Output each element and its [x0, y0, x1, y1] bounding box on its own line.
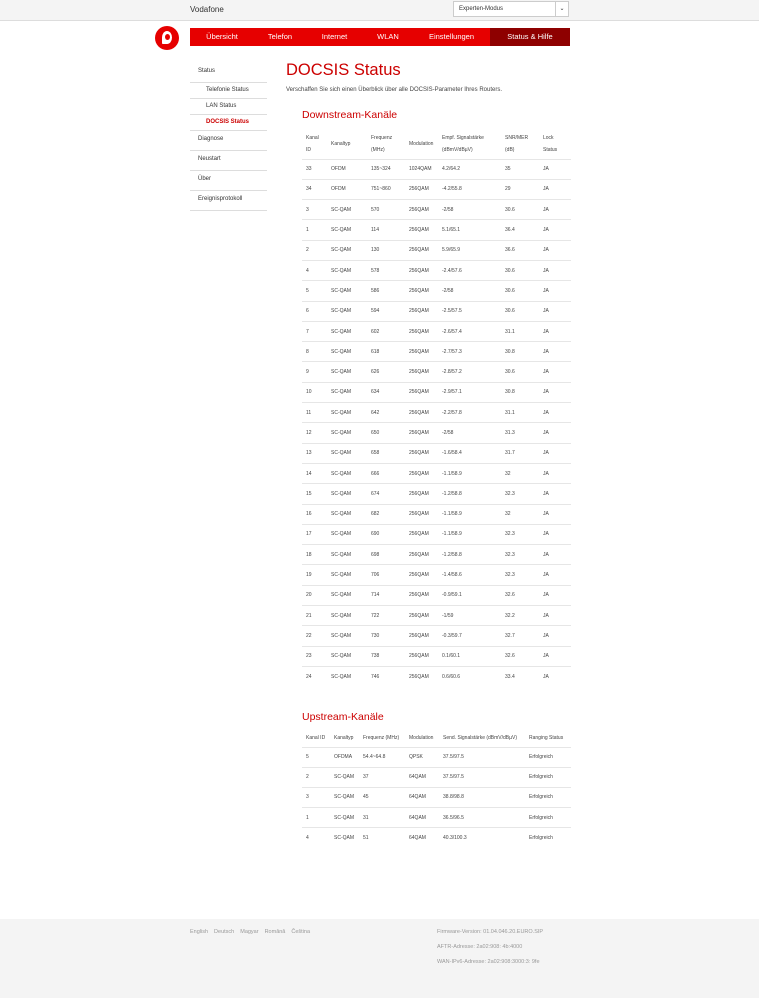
table-cell: SC-QAM	[330, 828, 359, 848]
table-cell: 586	[367, 281, 405, 301]
table-row	[302, 260, 571, 280]
table-cell: SC-QAM	[327, 504, 367, 524]
table-row	[302, 787, 571, 807]
footer	[0, 919, 759, 998]
table-cell: 32.2	[501, 606, 539, 626]
table-cell: 32.7	[501, 626, 539, 646]
table-row	[302, 220, 571, 240]
table-cell: 714	[367, 585, 405, 605]
table-row	[302, 626, 571, 646]
table-cell: 14	[302, 463, 327, 483]
table-cell: 10	[302, 382, 327, 402]
sidebar-item-neustart[interactable]: Neustart	[190, 151, 267, 171]
nav-item-0[interactable]: Übersicht	[206, 32, 238, 41]
table-cell: 1	[302, 220, 327, 240]
table-cell: -1.6/58.4	[438, 443, 501, 463]
table-cell: 13	[302, 443, 327, 463]
upstream-header-5: Ranging Status	[529, 735, 564, 742]
table-cell: JA	[539, 281, 571, 301]
table-cell: SC-QAM	[327, 281, 367, 301]
language-list	[190, 929, 316, 935]
mode-select[interactable]	[453, 1, 569, 17]
table-cell: JA	[539, 626, 571, 646]
table-cell: SC-QAM	[327, 545, 367, 565]
table-cell: 16	[302, 504, 327, 524]
table-row	[302, 565, 571, 585]
table-cell: 4	[302, 828, 330, 848]
nav-item-3[interactable]: WLAN	[377, 32, 399, 41]
table-cell: SC-QAM	[327, 240, 367, 260]
table-cell: JA	[539, 342, 571, 362]
table-cell: 38.8/98.8	[439, 787, 525, 807]
table-cell: 256QAM	[405, 301, 438, 321]
language-link[interactable]: Magyar	[240, 929, 259, 935]
table-cell: 722	[367, 606, 405, 626]
table-cell: 0.1/60.1	[438, 646, 501, 666]
table-cell: -2.5/57.5	[438, 301, 501, 321]
table-cell: 33	[302, 159, 327, 179]
table-cell: -1/59	[438, 606, 501, 626]
table-cell: 256QAM	[405, 606, 438, 626]
sidebar	[190, 63, 267, 211]
table-cell: SC-QAM	[327, 646, 367, 666]
table-cell: 256QAM	[405, 484, 438, 504]
language-link[interactable]: English	[190, 929, 209, 935]
table-row	[302, 545, 571, 565]
table-row	[302, 808, 571, 828]
downstream-table	[302, 130, 571, 686]
table-cell: 30.6	[501, 260, 539, 280]
mode-select-value: Experten-Modus	[459, 6, 504, 12]
table-cell: Erfolgreich	[525, 787, 571, 807]
table-row	[302, 179, 571, 199]
table-cell: SC-QAM	[327, 423, 367, 443]
sidebar-item-ueber[interactable]: Über	[190, 171, 267, 191]
table-cell: JA	[539, 504, 571, 524]
table-cell: QPSK	[405, 747, 439, 767]
table-cell: 9	[302, 362, 327, 382]
table-row	[302, 828, 571, 848]
upstream-header-1: Kanaltyp	[334, 735, 354, 742]
table-cell: 634	[367, 382, 405, 402]
language-link[interactable]: Čeština	[291, 929, 311, 935]
table-cell: -2.2/57.8	[438, 403, 501, 423]
table-cell: 256QAM	[405, 200, 438, 220]
table-cell: SC-QAM	[327, 403, 367, 423]
table-cell: JA	[539, 200, 571, 220]
table-cell: 5	[302, 281, 327, 301]
table-cell: 730	[367, 626, 405, 646]
table-cell: 45	[359, 787, 405, 807]
table-cell: 5	[302, 747, 330, 767]
table-cell: OFDM	[327, 179, 367, 199]
table-cell: SC-QAM	[327, 260, 367, 280]
table-cell: 256QAM	[405, 626, 438, 646]
table-cell: JA	[539, 545, 571, 565]
table-cell: SC-QAM	[330, 787, 359, 807]
upstream-header-3: Modulation	[409, 735, 434, 742]
table-cell: 7	[302, 321, 327, 341]
table-cell: 256QAM	[405, 362, 438, 382]
table-cell: Erfolgreich	[525, 767, 571, 787]
table-cell: JA	[539, 382, 571, 402]
table-cell: 32	[501, 504, 539, 524]
table-cell: 32.6	[501, 585, 539, 605]
table-cell: SC-QAM	[327, 301, 367, 321]
table-cell: 32.3	[501, 565, 539, 585]
table-cell: 666	[367, 463, 405, 483]
table-cell: JA	[539, 423, 571, 443]
table-cell: -1.1/58.9	[438, 504, 501, 524]
downstream-title: Downstream-Kanäle	[302, 109, 398, 121]
table-cell: 698	[367, 545, 405, 565]
downstream-header-3: Modulation	[409, 141, 434, 148]
language-link[interactable]: Deutsch	[214, 929, 235, 935]
table-cell: 20	[302, 585, 327, 605]
table-cell: -1.4/58.6	[438, 565, 501, 585]
table-cell: JA	[539, 220, 571, 240]
wan-ipv6-address: WAN-IPv6-Adresse: 2a02:908:3000:3: 9fe	[437, 959, 540, 965]
table-cell: -1.2/58.8	[438, 484, 501, 504]
sidebar-item-lan-status[interactable]: LAN Status	[190, 99, 267, 115]
table-cell: 40.3/100.3	[439, 828, 525, 848]
table-cell: 31.3	[501, 423, 539, 443]
table-cell: JA	[539, 484, 571, 504]
table-cell: 31.7	[501, 443, 539, 463]
table-cell: JA	[539, 301, 571, 321]
table-cell: SC-QAM	[327, 220, 367, 240]
table-cell: 30.8	[501, 342, 539, 362]
nav-item-5[interactable]: Status & Hilfe	[490, 28, 570, 46]
table-cell: 8	[302, 342, 327, 362]
table-cell: JA	[539, 159, 571, 179]
chevron-down-icon: ⌄	[555, 2, 568, 16]
sidebar-item-telefonie-status[interactable]: Telefonie Status	[190, 83, 267, 99]
table-row	[302, 200, 571, 220]
brand-name: Vodafone	[190, 5, 224, 14]
table-cell: 256QAM	[405, 220, 438, 240]
table-cell: 17	[302, 524, 327, 544]
table-cell: 32.3	[501, 484, 539, 504]
table-cell: JA	[539, 240, 571, 260]
table-cell: 35	[501, 159, 539, 179]
downstream-header-5: SNR/MER (dB)	[505, 135, 529, 154]
table-cell: 738	[367, 646, 405, 666]
table-cell: 135~324	[367, 159, 405, 179]
table-cell: 6	[302, 301, 327, 321]
table-cell: 578	[367, 260, 405, 280]
table-cell: SC-QAM	[327, 524, 367, 544]
table-row	[302, 524, 571, 544]
table-cell: 256QAM	[405, 423, 438, 443]
table-cell: 36.6	[501, 240, 539, 260]
table-cell: 34	[302, 179, 327, 199]
table-cell: 12	[302, 423, 327, 443]
table-cell: JA	[539, 443, 571, 463]
table-cell: 4.2/64.2	[438, 159, 501, 179]
table-cell: 32.6	[501, 646, 539, 666]
table-cell: SC-QAM	[327, 321, 367, 341]
table-cell: 32.3	[501, 545, 539, 565]
table-row	[302, 362, 571, 382]
table-cell: -2.9/57.1	[438, 382, 501, 402]
table-cell: 1	[302, 808, 330, 828]
nav-item-1[interactable]: Telefon	[267, 32, 293, 41]
table-cell: 64QAM	[405, 767, 439, 787]
table-cell: JA	[539, 260, 571, 280]
table-cell: -1.1/58.9	[438, 463, 501, 483]
table-cell: 256QAM	[405, 240, 438, 260]
table-cell: 650	[367, 423, 405, 443]
table-cell: SC-QAM	[327, 382, 367, 402]
table-cell: JA	[539, 565, 571, 585]
table-cell: 30.6	[501, 200, 539, 220]
sidebar-item-docsis-status[interactable]: DOCSIS Status	[190, 115, 267, 131]
upstream-header-0: Kanal ID	[306, 735, 326, 742]
table-cell: SC-QAM	[327, 626, 367, 646]
table-cell: 30.8	[501, 382, 539, 402]
table-cell: -4.2/55.8	[438, 179, 501, 199]
table-cell: OFDM	[327, 159, 367, 179]
table-row	[302, 423, 571, 443]
nav-item-4[interactable]: Einstellungen	[428, 32, 475, 41]
table-row	[302, 321, 571, 341]
downstream-header-6: Lock Status	[543, 135, 558, 154]
table-cell: Erfolgreich	[525, 808, 571, 828]
upstream-title: Upstream-Kanäle	[302, 711, 384, 723]
table-row	[302, 463, 571, 483]
table-cell: 682	[367, 504, 405, 524]
vodafone-logo[interactable]	[155, 26, 179, 50]
table-cell: 54.4~64.8	[359, 747, 405, 767]
table-cell: 5.9/65.9	[438, 240, 501, 260]
table-cell: 626	[367, 362, 405, 382]
table-cell: 256QAM	[405, 646, 438, 666]
table-cell: 18	[302, 545, 327, 565]
table-cell: OFDMA	[330, 747, 359, 767]
table-cell: 256QAM	[405, 443, 438, 463]
firmware-version: Firmware-Version: 01.04.046.20.EURO.SIP	[437, 929, 544, 935]
table-cell: JA	[539, 666, 571, 686]
table-row	[302, 504, 571, 524]
table-row	[302, 342, 571, 362]
table-cell: 602	[367, 321, 405, 341]
table-cell: 256QAM	[405, 585, 438, 605]
table-cell: JA	[539, 585, 571, 605]
table-cell: 1024QAM	[405, 159, 438, 179]
table-row	[302, 382, 571, 402]
nav-item-2[interactable]: Internet	[321, 32, 348, 41]
table-cell: 256QAM	[405, 179, 438, 199]
table-cell: 36.4	[501, 220, 539, 240]
main-nav	[190, 28, 570, 46]
downstream-header-4: Empf. Signalstärke (dBmV/dBµV)	[442, 135, 484, 154]
table-cell: 256QAM	[405, 524, 438, 544]
table-cell: 4	[302, 260, 327, 280]
table-cell: 31.1	[501, 321, 539, 341]
table-cell: SC-QAM	[327, 565, 367, 585]
table-cell: SC-QAM	[327, 606, 367, 626]
table-cell: -2.7/57.3	[438, 342, 501, 362]
page-title: DOCSIS Status	[286, 61, 401, 79]
table-cell: 29	[501, 179, 539, 199]
table-cell: 31	[359, 808, 405, 828]
table-cell: 30.6	[501, 281, 539, 301]
table-cell: -2/58	[438, 200, 501, 220]
sidebar-item-diagnose[interactable]: Diagnose	[190, 131, 267, 151]
table-cell: SC-QAM	[330, 767, 359, 787]
table-cell: -2.6/57.4	[438, 321, 501, 341]
table-cell: 64QAM	[405, 808, 439, 828]
table-cell: 15	[302, 484, 327, 504]
table-cell: 3	[302, 200, 327, 220]
table-cell: 30.6	[501, 362, 539, 382]
table-cell: JA	[539, 403, 571, 423]
table-cell: 256QAM	[405, 565, 438, 585]
table-row	[302, 403, 571, 423]
table-cell: 674	[367, 484, 405, 504]
table-cell: -2/58	[438, 423, 501, 443]
table-cell: 642	[367, 403, 405, 423]
upstream-header-4: Send. Signalstärke (dBmV/dBµV)	[443, 735, 518, 742]
table-cell: JA	[539, 321, 571, 341]
sidebar-item-ereignisprotokoll[interactable]: Ereignisprotokoll	[190, 191, 267, 211]
language-link[interactable]: Română	[264, 929, 286, 935]
table-cell: -2/58	[438, 281, 501, 301]
table-cell: Erfolgreich	[525, 828, 571, 848]
table-cell: 22	[302, 626, 327, 646]
upstream-table	[302, 730, 571, 847]
table-cell: SC-QAM	[327, 666, 367, 686]
table-cell: SC-QAM	[327, 200, 367, 220]
table-row	[302, 606, 571, 626]
table-cell: 51	[359, 828, 405, 848]
table-cell: 256QAM	[405, 342, 438, 362]
table-cell: -2.8/57.2	[438, 362, 501, 382]
table-cell: 5.1/65.1	[438, 220, 501, 240]
table-cell: 64QAM	[405, 787, 439, 807]
page-subtitle: Verschaffen Sie sich einen Überblick über alle DOCSIS-Parameter Ihres Routers.	[286, 87, 502, 93]
table-cell: 23	[302, 646, 327, 666]
table-cell: -0.9/59.1	[438, 585, 501, 605]
table-cell: 706	[367, 565, 405, 585]
table-row	[302, 484, 571, 504]
table-cell: 570	[367, 200, 405, 220]
table-cell: 19	[302, 565, 327, 585]
table-cell: -2.4/57.6	[438, 260, 501, 280]
table-cell: JA	[539, 362, 571, 382]
table-row	[302, 443, 571, 463]
table-cell: SC-QAM	[327, 463, 367, 483]
table-cell: 37.5/97.5	[439, 767, 525, 787]
table-cell: 256QAM	[405, 281, 438, 301]
table-cell: SC-QAM	[327, 443, 367, 463]
table-cell: JA	[539, 463, 571, 483]
downstream-header-2: Frequenz (MHz)	[371, 135, 393, 154]
table-cell: JA	[539, 606, 571, 626]
table-cell: 256QAM	[405, 666, 438, 686]
table-cell: Erfolgreich	[525, 747, 571, 767]
table-row	[302, 666, 571, 686]
table-row	[302, 159, 571, 179]
table-cell: -1.2/58.8	[438, 545, 501, 565]
table-cell: 24	[302, 666, 327, 686]
aftr-address: AFTR-Adresse: 2a02:908: 4b:4000	[437, 944, 523, 950]
table-row	[302, 281, 571, 301]
table-cell: 130	[367, 240, 405, 260]
table-row	[302, 240, 571, 260]
table-cell: SC-QAM	[327, 484, 367, 504]
table-cell: 21	[302, 606, 327, 626]
table-cell: 658	[367, 443, 405, 463]
table-row	[302, 301, 571, 321]
table-cell: 64QAM	[405, 828, 439, 848]
table-cell: 751~860	[367, 179, 405, 199]
upstream-header-2: Frequenz (MHz)	[363, 735, 400, 742]
table-cell: 618	[367, 342, 405, 362]
table-cell: JA	[539, 179, 571, 199]
table-cell: 33.4	[501, 666, 539, 686]
table-cell: SC-QAM	[327, 362, 367, 382]
table-cell: JA	[539, 646, 571, 666]
table-row	[302, 767, 571, 787]
table-row	[302, 585, 571, 605]
table-cell: 31.1	[501, 403, 539, 423]
table-cell: SC-QAM	[327, 342, 367, 362]
table-cell: 3	[302, 787, 330, 807]
table-cell: SC-QAM	[327, 585, 367, 605]
table-cell: -1.1/58.9	[438, 524, 501, 544]
table-cell: 256QAM	[405, 382, 438, 402]
table-row	[302, 646, 571, 666]
table-cell: 256QAM	[405, 545, 438, 565]
table-cell: 32.3	[501, 524, 539, 544]
table-cell: 37.5/97.5	[439, 747, 525, 767]
table-cell: 37	[359, 767, 405, 787]
table-cell: 114	[367, 220, 405, 240]
table-cell: 594	[367, 301, 405, 321]
table-cell: 30.6	[501, 301, 539, 321]
table-row	[302, 747, 571, 767]
table-cell: 256QAM	[405, 463, 438, 483]
table-cell: 0.6/60.6	[438, 666, 501, 686]
table-cell: 256QAM	[405, 403, 438, 423]
downstream-header-1: Kanaltyp	[331, 141, 351, 148]
table-cell: 2	[302, 767, 330, 787]
table-cell: 256QAM	[405, 321, 438, 341]
table-cell: 256QAM	[405, 260, 438, 280]
table-cell: 11	[302, 403, 327, 423]
table-cell: 32	[501, 463, 539, 483]
table-cell: SC-QAM	[330, 808, 359, 828]
top-bar	[0, 0, 759, 21]
table-cell: JA	[539, 524, 571, 544]
downstream-header-0: Kanal ID	[306, 135, 319, 154]
table-cell: 36.5/96.5	[439, 808, 525, 828]
table-cell: 2	[302, 240, 327, 260]
table-cell: 746	[367, 666, 405, 686]
table-cell: 690	[367, 524, 405, 544]
table-cell: -0.3/59.7	[438, 626, 501, 646]
table-cell: 256QAM	[405, 504, 438, 524]
sidebar-item-status[interactable]: Status	[190, 63, 267, 83]
